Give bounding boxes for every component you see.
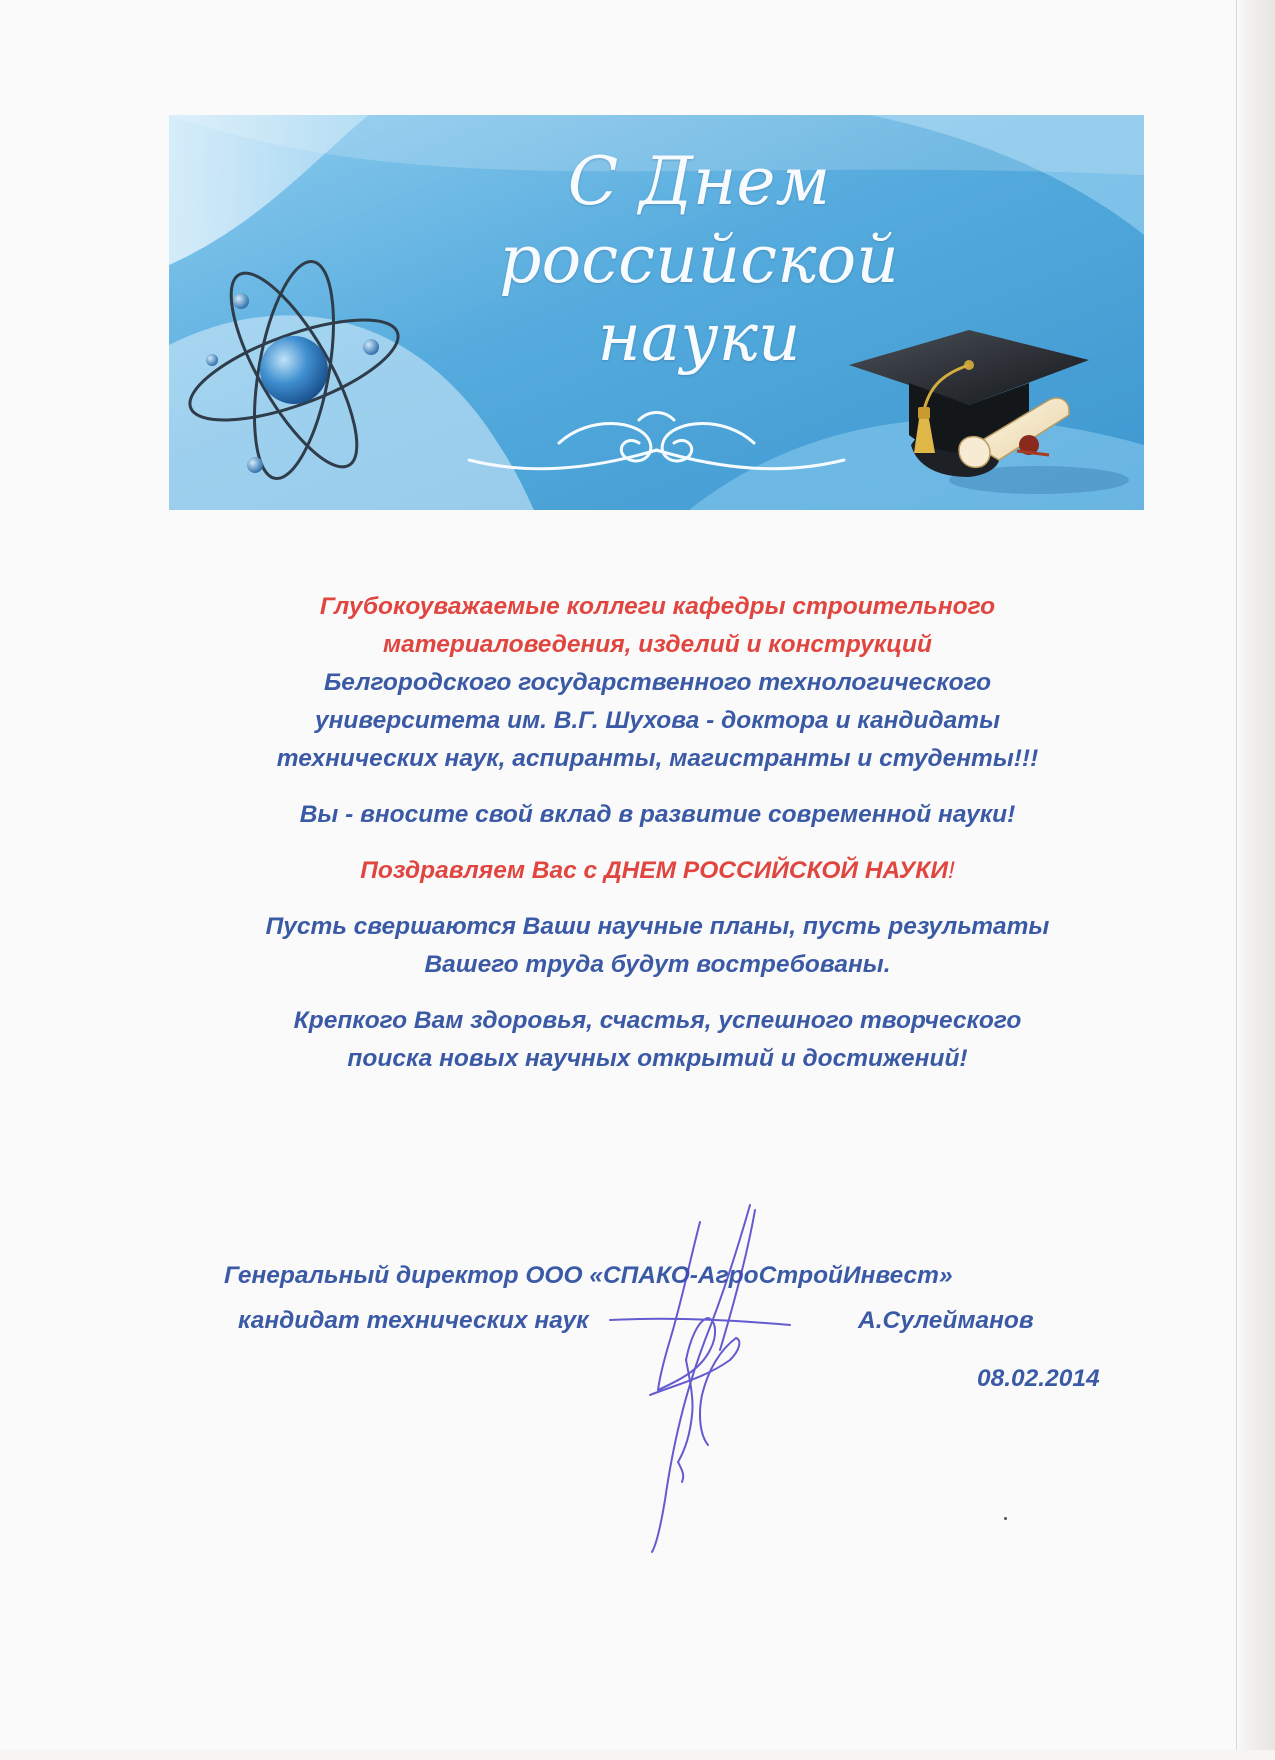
banner-title	[469, 143, 929, 377]
wish2-line1: Крепкого Вам здоровья, счастья, успешного творческого	[293, 1007, 1022, 1034]
congrats-mark: !	[947, 857, 955, 884]
wish1-line1: Пусть свершаются Ваши научные планы, пусть результаты	[265, 913, 1050, 940]
banner	[169, 115, 1144, 510]
banner-title-line2: российской	[499, 221, 899, 298]
wish1-line2: Вашего труда будут востребованы.	[424, 951, 891, 978]
contribution-text: Вы - вносите свой вклад в развитие современной науки!	[299, 801, 1016, 828]
signer-name: А.Сулейманов	[858, 1307, 1034, 1334]
letter-body	[180, 588, 1135, 1096]
banner-title-line1: С Днем	[567, 143, 831, 220]
greeting-red-line2: материаловедения, изделий и конструкций	[383, 631, 932, 658]
greeting-red-line1: Глубокоуважаемые коллеги кафедры строительного	[319, 593, 996, 620]
banner-title-line3: науки	[597, 299, 801, 376]
signer-degree: кандидат технических наук	[238, 1307, 589, 1334]
greeting-blue-line2: университета им. В.Г. Шухова - доктора и кандидаты	[315, 707, 1000, 734]
congrats-paragraph	[180, 852, 1135, 890]
greeting-blue-line1: Белгородского государственного технологического	[323, 669, 992, 696]
handwritten-signature	[590, 1200, 840, 1760]
contribution-paragraph	[180, 796, 1135, 834]
signer-position: Генеральный директор ООО «СПАКО-АгроСтройИнвест»	[224, 1262, 953, 1289]
greeting-blue-line3: технических наук, аспиранты, магистранты и студенты!!!	[276, 745, 1039, 772]
speck	[1004, 1517, 1007, 1520]
greeting-paragraph	[180, 588, 1135, 778]
congrats-text: Поздравляем Вас с ДНЕМ РОССИЙСКОЙ НАУКИ	[360, 857, 948, 884]
wish1-paragraph	[180, 908, 1135, 984]
page-edge-shadow	[1235, 0, 1275, 1750]
page-edge-line	[1236, 0, 1237, 1750]
letter-date: 08.02.2014	[977, 1365, 1100, 1392]
wish2-line2: поиска новых научных открытий и достижений!	[347, 1045, 968, 1072]
wish2-paragraph	[180, 1002, 1135, 1078]
